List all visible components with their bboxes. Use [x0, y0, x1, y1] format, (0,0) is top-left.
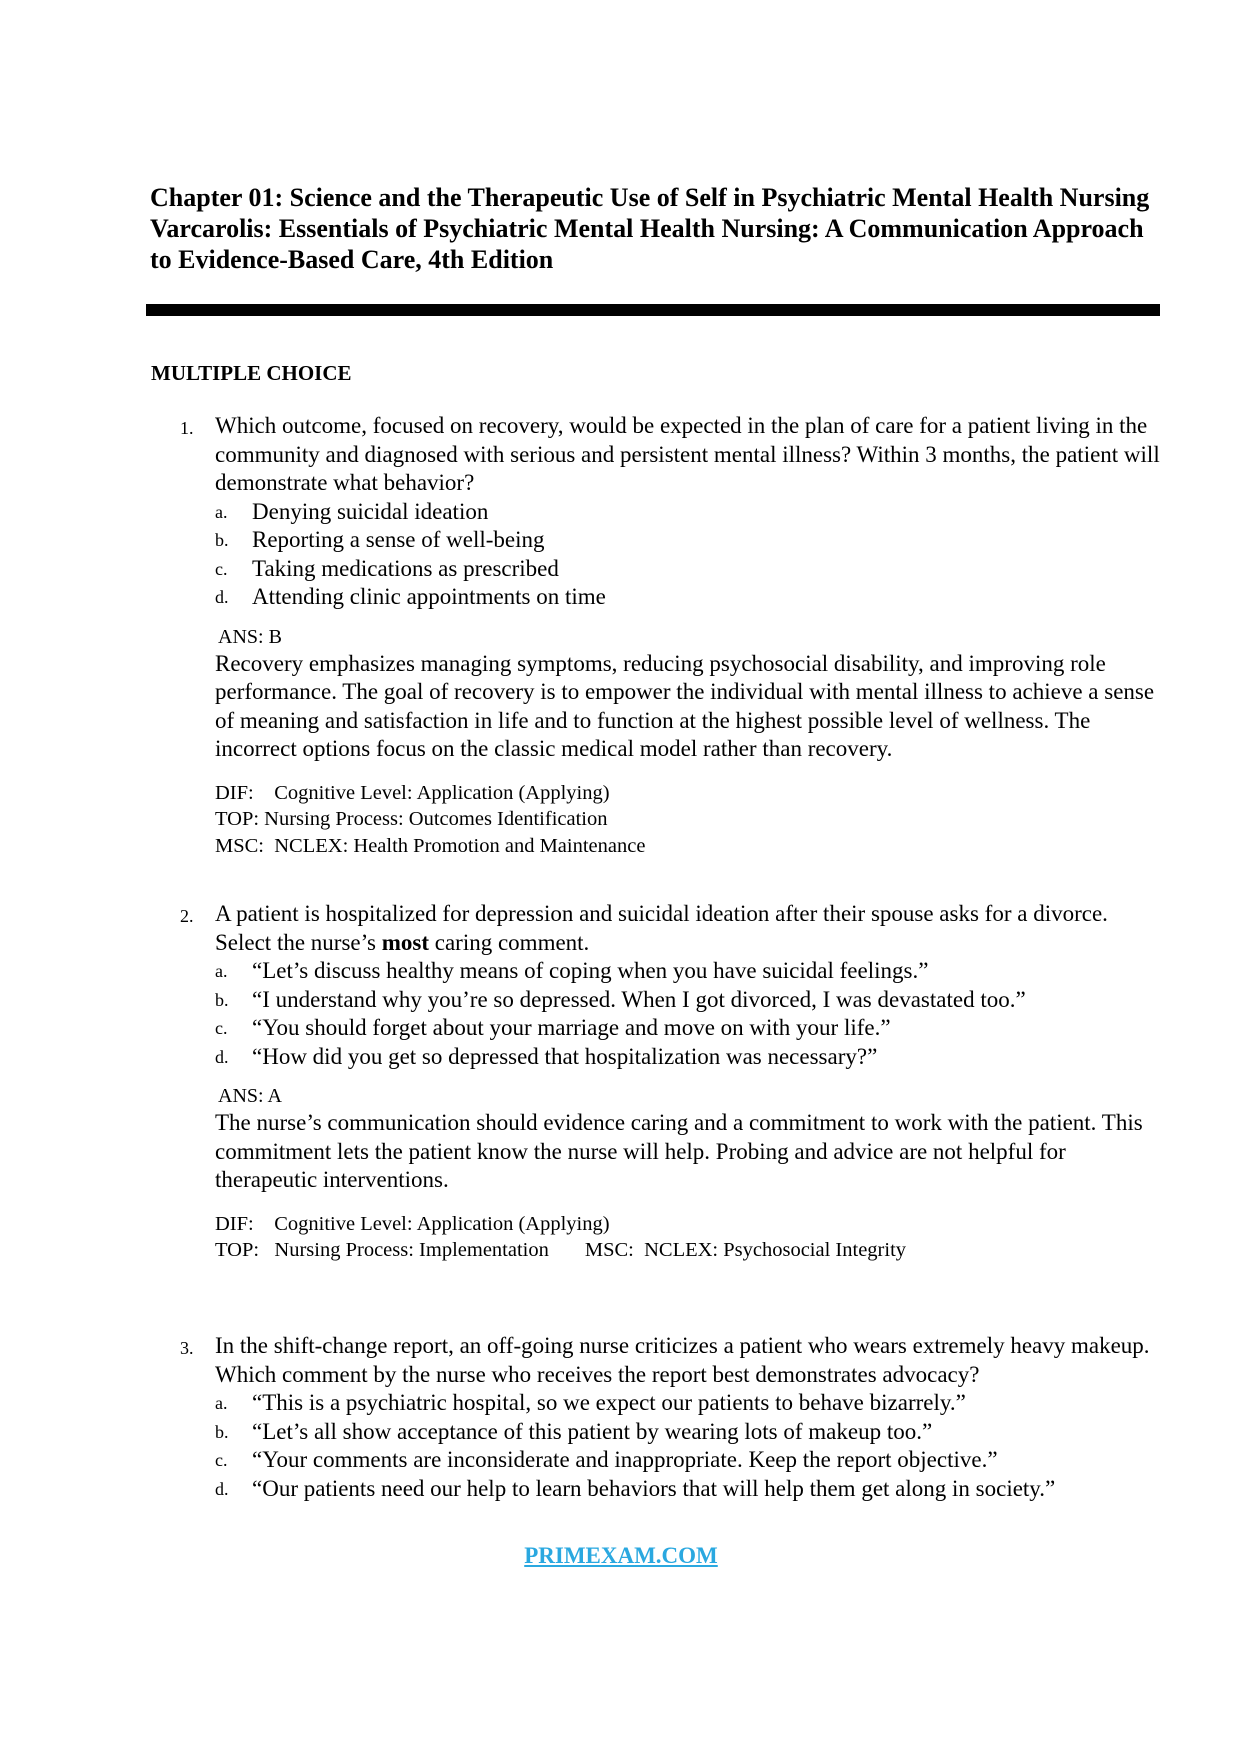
- option-text: “Let’s discuss healthy means of coping when you have suicidal feelings.”: [252, 958, 929, 983]
- answer-key: ANS: A: [218, 1085, 282, 1107]
- rationale: Recovery emphasizes managing symptoms, reducing psychosocial disability, and improving role performance. The goal of recovery is to empower the individual with mental illness to achieve a sense of meaning and satisfaction in life and to function at the highest possible level of wellness. The incorrect options focus on the classic medical model rather than recovery.: [215, 650, 1155, 761]
- option-text: “How did you get so depressed that hospitalization was necessary?”: [252, 1043, 878, 1069]
- answer-options: [215, 957, 1160, 1071]
- section-title: MULTIPLE CHOICE: [151, 361, 352, 385]
- option-b: [215, 1418, 1160, 1447]
- question-stem: Which outcome, focused on recovery, would be expected in the plan of care for a patient living in the community and diagnosed with serious and persistent mental illness? Within 3 months, the patient will demonstrate what behavior?: [215, 413, 1160, 495]
- stem-emphasis: most: [381, 929, 429, 955]
- option-text: “You should forget about your marriage and move on with your life.”: [252, 1015, 891, 1040]
- option-letter: a.: [215, 1393, 228, 1413]
- option-letter: d.: [215, 1046, 229, 1067]
- question-metadata: [215, 780, 1160, 860]
- answer-block: [215, 1083, 1160, 1195]
- topic-label: TOP: Nursing Process: Outcomes Identification: [215, 808, 608, 830]
- header-divider: [146, 304, 1160, 316]
- book-title: Varcarolis: Essentials of Psychiatric Mental Health Nursing: A Communication Approach to Evidence-Based Care, 4th Edition: [150, 214, 1144, 274]
- stem-text: A patient is hospitalized for depression and suicidal ideation after their spouse asks for a divorce. Select the nurse’s: [215, 901, 1108, 955]
- option-a: [215, 498, 1160, 527]
- option-text: “Our patients need our help to learn behaviors that will help them get along in society.”: [252, 1475, 1056, 1501]
- option-c: [215, 555, 1160, 584]
- option-letter: b.: [215, 989, 229, 1010]
- option-b: [215, 526, 1160, 555]
- msc-label: MSC: NCLEX: Psychosocial Integrity: [584, 1239, 907, 1261]
- option-letter: d.: [215, 1478, 229, 1499]
- option-d: [215, 583, 1160, 612]
- chapter-title: Chapter 01: Science and the Therapeutic Use of Self in Psychiatric Mental Health Nursing: [150, 183, 1150, 212]
- question-number: 3.: [180, 1338, 194, 1358]
- answer-block: [215, 624, 1160, 764]
- option-a: [215, 1389, 1160, 1418]
- question-2: [180, 900, 1160, 1264]
- answer-key: ANS: B: [218, 625, 282, 648]
- question-number: 1.: [180, 418, 194, 438]
- option-d: [215, 1475, 1067, 1504]
- option-text: “Your comments are inconsiderate and inappropriate. Keep the report objective.”: [252, 1447, 998, 1472]
- option-text: Taking medications as prescribed: [252, 555, 559, 581]
- option-letter: c.: [215, 1450, 228, 1470]
- metadata-row: [215, 1237, 1160, 1264]
- difficulty-label: DIF: Cognitive Level: Application (Applying): [215, 781, 610, 804]
- option-letter: a.: [215, 961, 228, 981]
- option-text: Reporting a sense of well-being: [252, 527, 545, 552]
- option-letter: c.: [215, 558, 228, 579]
- answer-options: [215, 498, 1160, 612]
- option-b: [215, 986, 1067, 1015]
- question-1: [180, 412, 1160, 859]
- answer-options: [215, 1389, 1160, 1503]
- difficulty-label: DIF: Cognitive Level: Application (Applying): [215, 1212, 610, 1235]
- option-letter: b.: [215, 1421, 229, 1442]
- option-letter: d.: [215, 587, 229, 607]
- question-stem: [215, 900, 1160, 957]
- option-letter: a.: [215, 501, 228, 522]
- option-letter: b.: [215, 530, 229, 550]
- option-d: [215, 1043, 1160, 1072]
- option-letter: c.: [215, 1018, 228, 1038]
- option-text: “I understand why you’re so depressed. When I got divorced, I was devastated too.”: [252, 986, 1026, 1012]
- topic-label: TOP: Nursing Process: Implementation: [215, 1239, 549, 1261]
- msc-label: MSC: NCLEX: Health Promotion and Maintenance: [215, 834, 646, 857]
- document-header: [150, 182, 1160, 275]
- option-text: “Let’s all show acceptance of this patient by wearing lots of makeup too.”: [252, 1418, 933, 1444]
- stem-text: caring comment.: [429, 929, 590, 955]
- option-c: [215, 1446, 1160, 1475]
- option-text: “This is a psychiatric hospital, so we expect our patients to behave bizarrely.”: [252, 1390, 966, 1415]
- option-text: Attending clinic appointments on time: [252, 584, 606, 609]
- rationale: The nurse’s communication should evidence caring and a commitment to work with the patient. This commitment lets the patient know the nurse will help. Probing and advice are not helpful for therapeutic interventions.: [215, 1110, 1143, 1192]
- question-metadata: [215, 1211, 1160, 1264]
- footer-site-link[interactable]: PRIMEXAM.COM: [524, 1543, 718, 1568]
- question-stem: In the shift-change report, an off-going nurse criticizes a patient who wears extremely heavy makeup. Which comment by the nurse who receives the report best demonstrates advocacy?: [215, 1333, 1150, 1387]
- option-text: Denying suicidal ideation: [252, 498, 489, 524]
- option-c: [215, 1014, 1160, 1043]
- question-3: [180, 1332, 1160, 1503]
- question-number: 2.: [180, 906, 194, 926]
- option-a: [215, 957, 1160, 986]
